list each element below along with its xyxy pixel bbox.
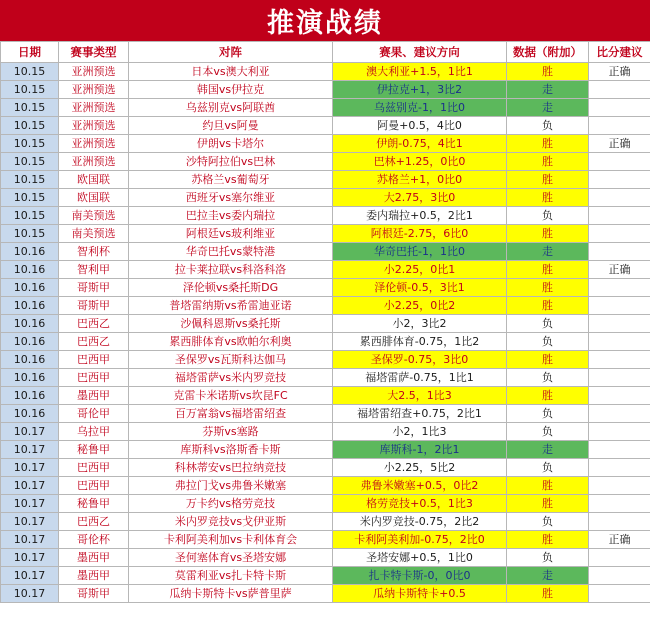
type-cell: 墨西甲 <box>59 549 129 567</box>
date-cell: 10.15 <box>1 63 59 81</box>
type-cell: 亚洲预选 <box>59 135 129 153</box>
match-cell: 累西腓体育vs欧帕尔利奥 <box>129 333 333 351</box>
table-row <box>1 333 650 351</box>
match-cell: 拉卡莱拉联vs科洛科洛 <box>129 261 333 279</box>
result-cell: 走 <box>507 441 589 459</box>
note-cell <box>589 153 650 171</box>
date-cell: 10.17 <box>1 513 59 531</box>
header-result: 数据（附加） <box>507 42 589 63</box>
results-table <box>0 41 650 603</box>
table-row <box>1 531 650 549</box>
date-cell: 10.16 <box>1 261 59 279</box>
header-note: 比分建议 <box>589 42 650 63</box>
advice-cell: 华奇巴托-1，1比0 <box>333 243 507 261</box>
match-cell: 苏格兰vs葡萄牙 <box>129 171 333 189</box>
note-cell <box>589 315 650 333</box>
table-row <box>1 585 650 603</box>
table-row <box>1 297 650 315</box>
result-cell: 负 <box>507 405 589 423</box>
result-cell: 负 <box>507 459 589 477</box>
advice-cell: 苏格兰+1，0比0 <box>333 171 507 189</box>
header-type: 赛事类型 <box>59 42 129 63</box>
match-cell: 泽伦顿vs桑托斯DG <box>129 279 333 297</box>
result-cell: 负 <box>507 369 589 387</box>
table-row <box>1 315 650 333</box>
type-cell: 乌拉甲 <box>59 423 129 441</box>
advice-cell: 阿曼+0.5，4比0 <box>333 117 507 135</box>
table-row <box>1 189 650 207</box>
type-cell: 墨西甲 <box>59 387 129 405</box>
advice-cell: 乌兹别克-1，1比0 <box>333 99 507 117</box>
advice-cell: 伊拉克+1，3比2 <box>333 81 507 99</box>
table-row <box>1 243 650 261</box>
note-cell <box>589 189 650 207</box>
note-cell <box>589 333 650 351</box>
advice-cell: 卡利阿美利加-0.75，2比0 <box>333 531 507 549</box>
result-cell: 胜 <box>507 63 589 81</box>
match-cell: 韩国vs伊拉克 <box>129 81 333 99</box>
note-cell <box>589 171 650 189</box>
date-cell: 10.15 <box>1 99 59 117</box>
match-cell: 库斯科vs洛斯香卡斯 <box>129 441 333 459</box>
advice-cell: 弗鲁米嫩塞+0.5，0比2 <box>333 477 507 495</box>
note-cell <box>589 513 650 531</box>
table-row <box>1 207 650 225</box>
note-cell <box>589 549 650 567</box>
table-row <box>1 513 650 531</box>
match-cell: 瓜纳卡斯特卡vs萨普里萨 <box>129 585 333 603</box>
note-cell <box>589 99 650 117</box>
table-row <box>1 117 650 135</box>
date-cell: 10.15 <box>1 153 59 171</box>
type-cell: 墨西甲 <box>59 567 129 585</box>
table-row <box>1 369 650 387</box>
result-cell: 胜 <box>507 351 589 369</box>
result-cell: 胜 <box>507 225 589 243</box>
date-cell: 10.15 <box>1 81 59 99</box>
note-cell <box>589 477 650 495</box>
advice-cell: 泽伦顿-0.5，3比1 <box>333 279 507 297</box>
header-advice: 赛果、建议方向 <box>333 42 507 63</box>
result-cell: 胜 <box>507 585 589 603</box>
note-cell <box>589 423 650 441</box>
match-cell: 莫雷利亚vs扎卡特卡斯 <box>129 567 333 585</box>
table-row <box>1 477 650 495</box>
result-cell: 负 <box>507 315 589 333</box>
note-cell: 正确 <box>589 261 650 279</box>
result-cell: 负 <box>507 117 589 135</box>
date-cell: 10.16 <box>1 315 59 333</box>
table-row <box>1 351 650 369</box>
note-cell <box>589 81 650 99</box>
result-cell: 胜 <box>507 297 589 315</box>
match-cell: 日本vs澳大利亚 <box>129 63 333 81</box>
type-cell: 欧国联 <box>59 189 129 207</box>
type-cell: 智利甲 <box>59 261 129 279</box>
type-cell: 哥伦杯 <box>59 531 129 549</box>
type-cell: 哥伦甲 <box>59 405 129 423</box>
date-cell: 10.16 <box>1 405 59 423</box>
match-cell: 万卡约vs格劳竞技 <box>129 495 333 513</box>
table-row <box>1 63 650 81</box>
note-cell <box>589 243 650 261</box>
result-cell: 胜 <box>507 477 589 495</box>
date-cell: 10.17 <box>1 459 59 477</box>
date-cell: 10.17 <box>1 441 59 459</box>
header-match: 对阵 <box>129 42 333 63</box>
type-cell: 巴西乙 <box>59 333 129 351</box>
table-row <box>1 99 650 117</box>
advice-cell: 福塔雷萨-0.75，1比1 <box>333 369 507 387</box>
table-row <box>1 171 650 189</box>
match-cell: 圣何塞体育vs圣塔安娜 <box>129 549 333 567</box>
type-cell: 南美预选 <box>59 207 129 225</box>
note-cell <box>589 369 650 387</box>
type-cell: 哥斯甲 <box>59 279 129 297</box>
table-row <box>1 405 650 423</box>
note-cell <box>589 441 650 459</box>
table-row <box>1 549 650 567</box>
result-cell: 胜 <box>507 495 589 513</box>
note-cell: 正确 <box>589 531 650 549</box>
note-cell <box>589 567 650 585</box>
result-cell: 胜 <box>507 171 589 189</box>
type-cell: 亚洲预选 <box>59 99 129 117</box>
date-cell: 10.17 <box>1 477 59 495</box>
type-cell: 巴西甲 <box>59 477 129 495</box>
sheet-title: 推演战绩 <box>0 0 650 41</box>
result-cell: 胜 <box>507 279 589 297</box>
advice-cell: 大2.75，3比0 <box>333 189 507 207</box>
table-row <box>1 135 650 153</box>
result-cell: 走 <box>507 567 589 585</box>
advice-cell: 澳大利亚+1.5，1比1 <box>333 63 507 81</box>
result-cell: 胜 <box>507 153 589 171</box>
match-cell: 沙佩科恩斯vs桑托斯 <box>129 315 333 333</box>
match-cell: 克雷卡米诺斯vs坎昆FC <box>129 387 333 405</box>
type-cell: 智利杯 <box>59 243 129 261</box>
advice-cell: 大2.5，1比3 <box>333 387 507 405</box>
type-cell: 亚洲预选 <box>59 117 129 135</box>
result-cell: 负 <box>507 207 589 225</box>
type-cell: 亚洲预选 <box>59 63 129 81</box>
note-cell <box>589 117 650 135</box>
match-cell: 圣保罗vs瓦斯科达伽马 <box>129 351 333 369</box>
table-header-row <box>1 42 650 63</box>
advice-cell: 小2.25，0比2 <box>333 297 507 315</box>
note-cell <box>589 387 650 405</box>
match-cell: 乌兹别克vs阿联酋 <box>129 99 333 117</box>
note-cell <box>589 495 650 513</box>
advice-cell: 扎卡特卡斯-0，0比0 <box>333 567 507 585</box>
type-cell: 秘鲁甲 <box>59 495 129 513</box>
date-cell: 10.16 <box>1 333 59 351</box>
type-cell: 巴西甲 <box>59 369 129 387</box>
advice-cell: 格劳竞技+0.5，1比3 <box>333 495 507 513</box>
date-cell: 10.17 <box>1 549 59 567</box>
note-cell <box>589 279 650 297</box>
result-cell: 走 <box>507 243 589 261</box>
advice-cell: 巴林+1.25，0比0 <box>333 153 507 171</box>
match-cell: 巴拉圭vs委内瑞拉 <box>129 207 333 225</box>
table-row <box>1 387 650 405</box>
match-cell: 科林蒂安vs巴拉纳竞技 <box>129 459 333 477</box>
advice-cell: 小2，3比2 <box>333 315 507 333</box>
date-cell: 10.16 <box>1 297 59 315</box>
result-cell: 负 <box>507 423 589 441</box>
type-cell: 巴西乙 <box>59 315 129 333</box>
advice-cell: 库斯科-1，2比1 <box>333 441 507 459</box>
match-cell: 弗拉门戈vs弗鲁米嫩塞 <box>129 477 333 495</box>
date-cell: 10.15 <box>1 189 59 207</box>
advice-cell: 小2，1比3 <box>333 423 507 441</box>
result-cell: 胜 <box>507 189 589 207</box>
advice-cell: 福塔雷绍查+0.75，2比1 <box>333 405 507 423</box>
match-cell: 福塔雷萨vs米内罗竞技 <box>129 369 333 387</box>
note-cell <box>589 585 650 603</box>
advice-cell: 小2.25，0比1 <box>333 261 507 279</box>
note-cell <box>589 225 650 243</box>
match-cell: 百万富翁vs福塔雷绍查 <box>129 405 333 423</box>
match-cell: 沙特阿拉伯vs巴林 <box>129 153 333 171</box>
type-cell: 亚洲预选 <box>59 153 129 171</box>
note-cell <box>589 207 650 225</box>
date-cell: 10.15 <box>1 171 59 189</box>
advice-cell: 伊朗-0.75，4比1 <box>333 135 507 153</box>
result-cell: 胜 <box>507 387 589 405</box>
result-cell: 走 <box>507 81 589 99</box>
type-cell: 哥斯甲 <box>59 585 129 603</box>
date-cell: 10.16 <box>1 279 59 297</box>
result-cell: 负 <box>507 513 589 531</box>
date-cell: 10.16 <box>1 243 59 261</box>
advice-cell: 圣保罗-0.75，3比0 <box>333 351 507 369</box>
match-cell: 卡利阿美利加vs卡利体育会 <box>129 531 333 549</box>
type-cell: 哥斯甲 <box>59 297 129 315</box>
note-cell <box>589 297 650 315</box>
note-cell: 正确 <box>589 63 650 81</box>
match-cell: 西班牙vs塞尔维亚 <box>129 189 333 207</box>
advice-cell: 瓜纳卡斯特卡+0.5 <box>333 585 507 603</box>
advice-cell: 累西腓体育-0.75，1比2 <box>333 333 507 351</box>
date-cell: 10.15 <box>1 117 59 135</box>
type-cell: 秘鲁甲 <box>59 441 129 459</box>
advice-cell: 圣塔安娜+0.5，1比0 <box>333 549 507 567</box>
type-cell: 巴西甲 <box>59 459 129 477</box>
match-cell: 普塔雷纳斯vs希雷迪亚诺 <box>129 297 333 315</box>
match-cell: 芬斯vs塞路 <box>129 423 333 441</box>
date-cell: 10.16 <box>1 351 59 369</box>
date-cell: 10.17 <box>1 585 59 603</box>
note-cell <box>589 405 650 423</box>
table-row <box>1 81 650 99</box>
table-row <box>1 495 650 513</box>
date-cell: 10.15 <box>1 225 59 243</box>
date-cell: 10.17 <box>1 423 59 441</box>
note-cell: 正确 <box>589 135 650 153</box>
date-cell: 10.17 <box>1 567 59 585</box>
match-cell: 约旦vs阿曼 <box>129 117 333 135</box>
table-row <box>1 153 650 171</box>
date-cell: 10.17 <box>1 495 59 513</box>
result-cell: 胜 <box>507 531 589 549</box>
advice-cell: 阿根廷-2.75，6比0 <box>333 225 507 243</box>
type-cell: 巴西甲 <box>59 351 129 369</box>
result-cell: 走 <box>507 99 589 117</box>
type-cell: 巴西乙 <box>59 513 129 531</box>
table-row <box>1 225 650 243</box>
date-cell: 10.15 <box>1 135 59 153</box>
table-row <box>1 423 650 441</box>
match-cell: 阿根廷vs玻利维亚 <box>129 225 333 243</box>
type-cell: 南美预选 <box>59 225 129 243</box>
result-cell: 负 <box>507 549 589 567</box>
match-cell: 米内罗竞技vs戈伊亚斯 <box>129 513 333 531</box>
date-cell: 10.15 <box>1 207 59 225</box>
match-cell: 伊朗vs卡塔尔 <box>129 135 333 153</box>
table-row <box>1 459 650 477</box>
table-row <box>1 279 650 297</box>
advice-cell: 委内瑞拉+0.5，2比1 <box>333 207 507 225</box>
result-cell: 胜 <box>507 135 589 153</box>
advice-cell: 小2.25，5比2 <box>333 459 507 477</box>
table-row <box>1 567 650 585</box>
date-cell: 10.16 <box>1 369 59 387</box>
match-cell: 华奇巴托vs蒙特港 <box>129 243 333 261</box>
date-cell: 10.17 <box>1 531 59 549</box>
note-cell <box>589 351 650 369</box>
type-cell: 亚洲预选 <box>59 81 129 99</box>
table-row <box>1 441 650 459</box>
advice-cell: 米内罗竞技-0.75，2比2 <box>333 513 507 531</box>
header-date: 日期 <box>1 42 59 63</box>
type-cell: 欧国联 <box>59 171 129 189</box>
date-cell: 10.16 <box>1 387 59 405</box>
table-row <box>1 261 650 279</box>
result-cell: 负 <box>507 333 589 351</box>
result-cell: 胜 <box>507 261 589 279</box>
note-cell <box>589 459 650 477</box>
